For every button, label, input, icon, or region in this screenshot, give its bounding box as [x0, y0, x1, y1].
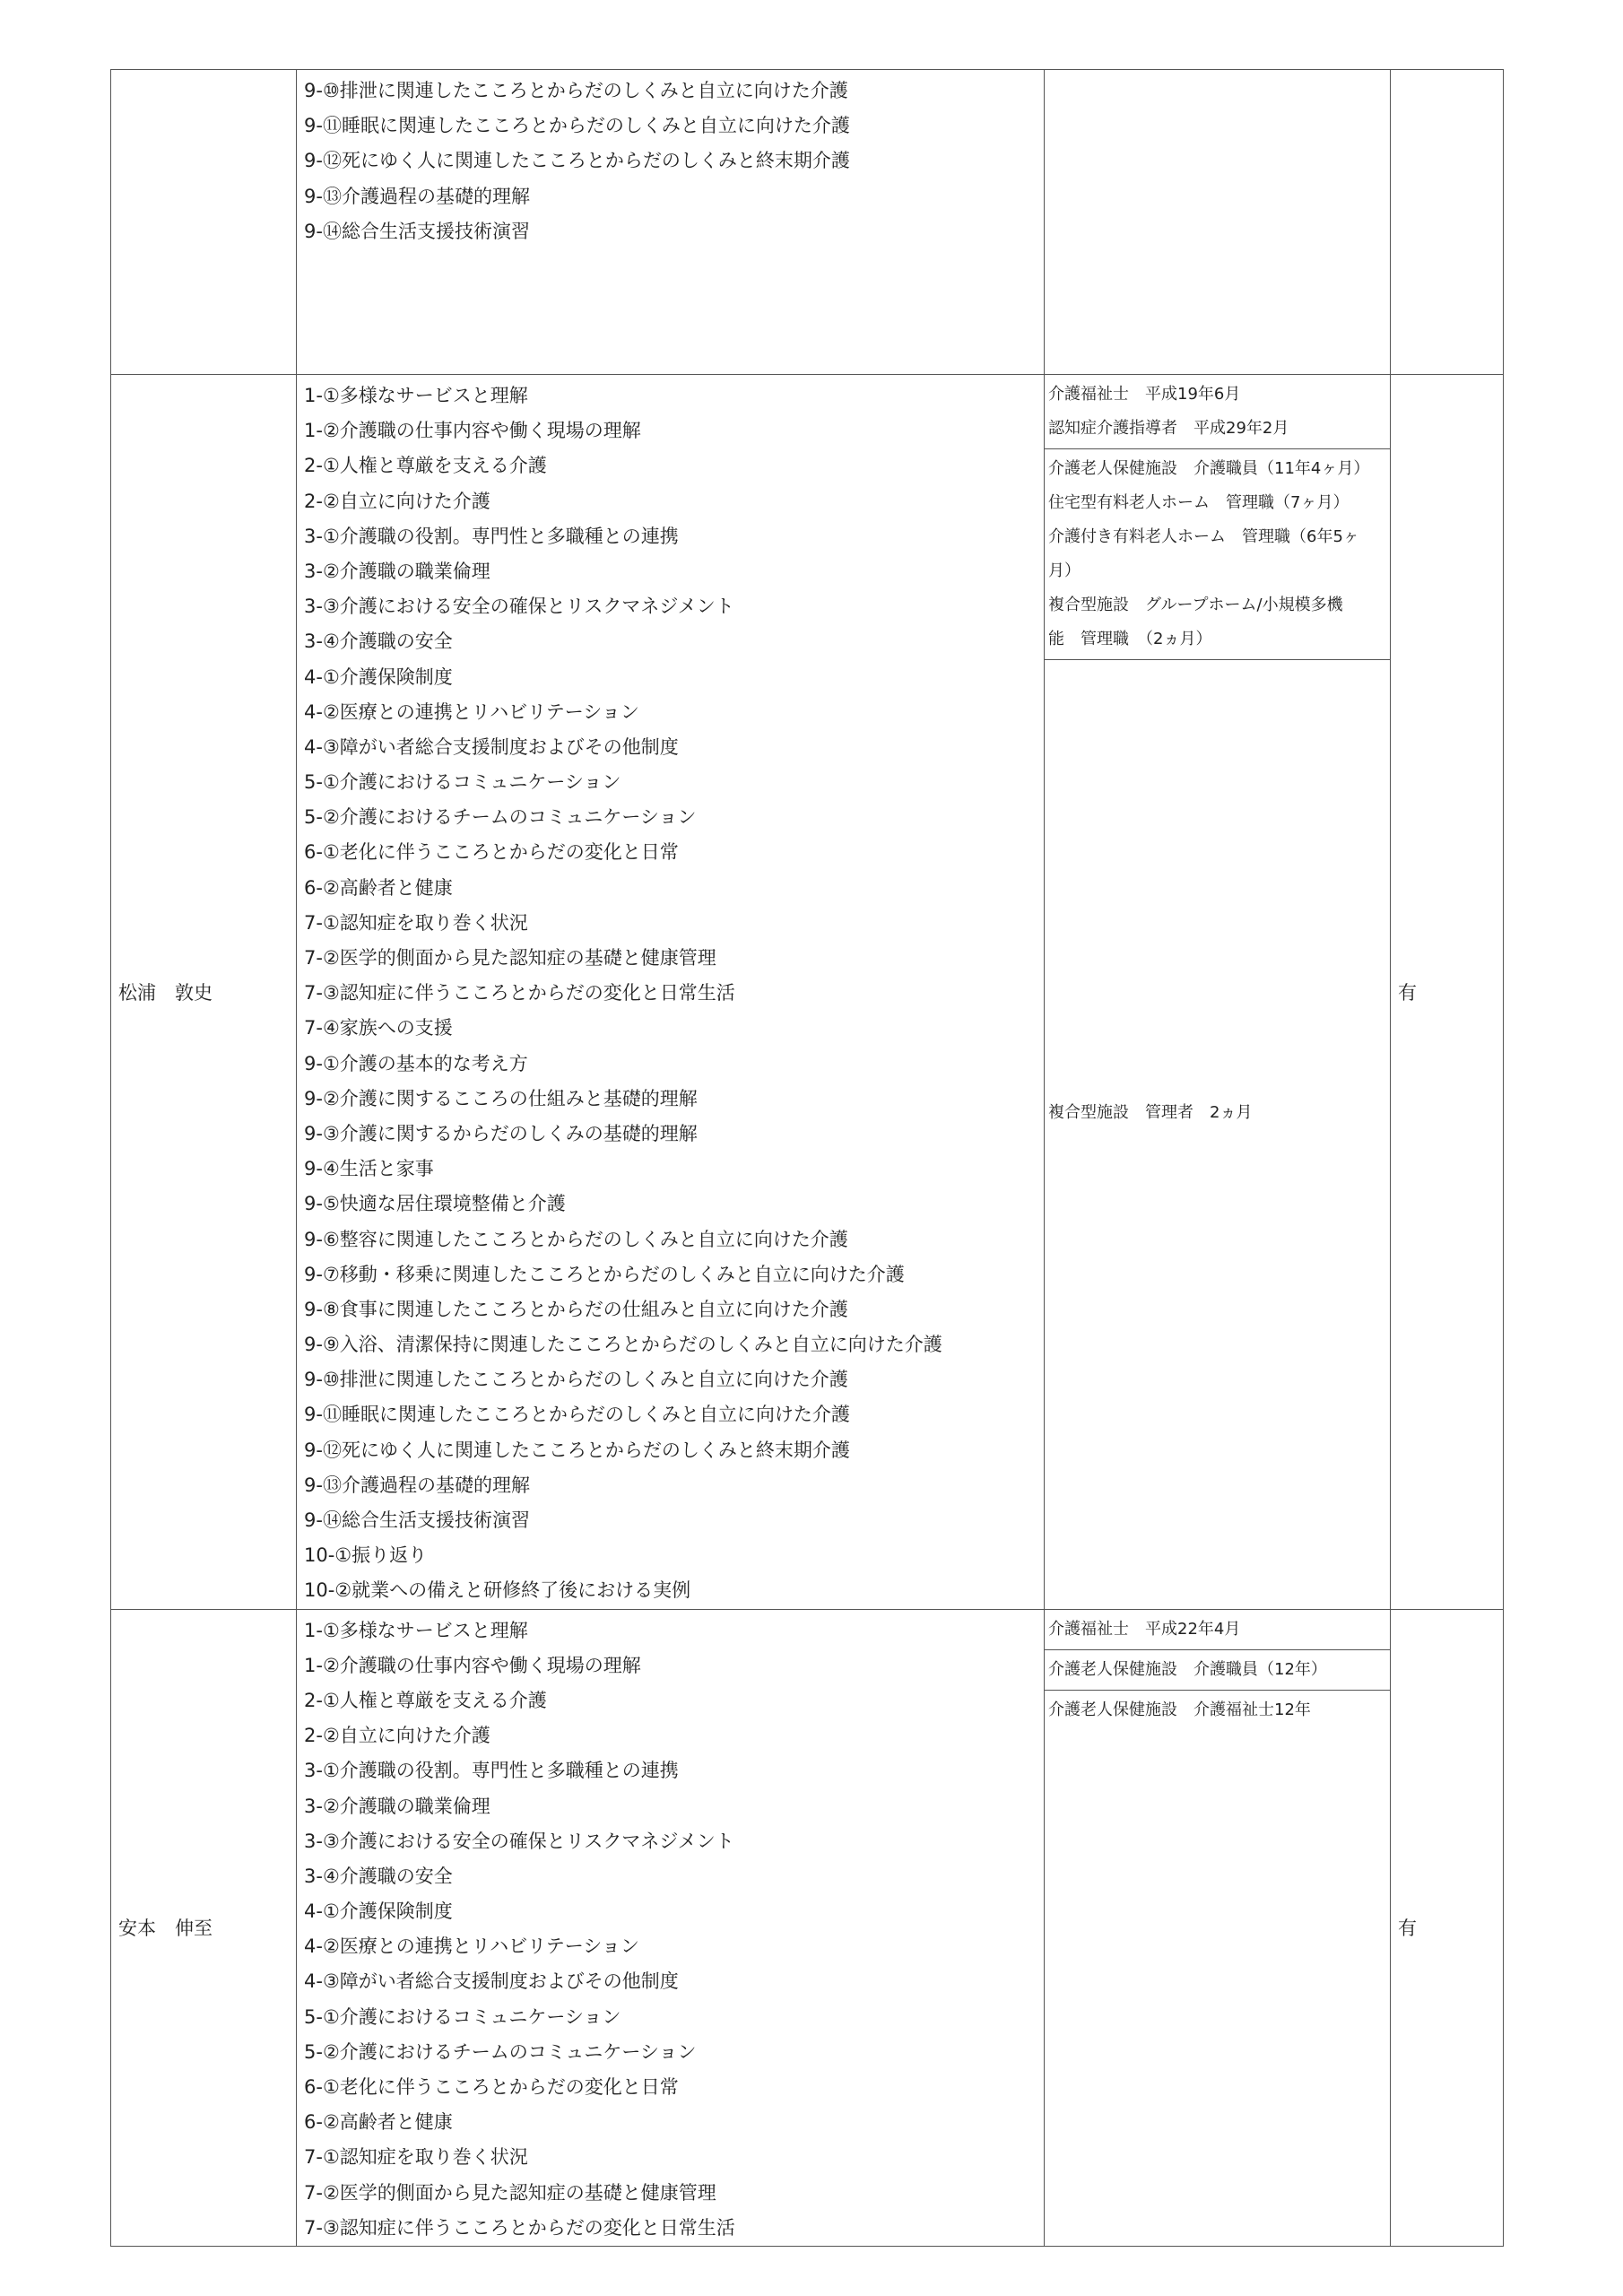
list-item: 1-①多様なサービスと理解	[304, 385, 528, 406]
experience-box	[1045, 1650, 1390, 1691]
flag-cell	[1391, 1609, 1504, 2246]
list-item: 4-③障がい者総合支援制度およびその他制度	[304, 735, 679, 758]
flag-cell	[1391, 70, 1504, 375]
position-note: 複合型施設 管理者 2ヵ月	[1048, 1103, 1253, 1122]
list-item: 4-②医療との連携とリハビリテーション	[304, 700, 639, 723]
list-item: 7-①認知症を取り巻く状況	[304, 2146, 528, 2169]
list-item: 9-⑩排泄に関連したこころとからだのしくみと自立に向けた介護	[304, 1369, 848, 1391]
experience-line: 住宅型有料老人ホーム 管理職（7ヶ月）	[1048, 493, 1350, 512]
list-item: 3-③介護における安全の確保とリスクマネジメント	[304, 596, 734, 618]
list-item: 9-①介護の基本的な考え方	[304, 1052, 528, 1074]
list-item: 3-④介護職の安全	[304, 631, 453, 653]
list-item: 9-⑬介護過程の基礎的理解	[304, 185, 530, 207]
list-item: 3-②介護職の職業倫理	[304, 560, 490, 582]
list-item: 7-②医学的側面から見た認知症の基礎と健康管理	[304, 2181, 716, 2204]
table-row	[111, 375, 1504, 1610]
list-item: 3-①介護職の役割。専門性と多職種との連携	[304, 525, 679, 547]
experience-line: 月）	[1048, 561, 1081, 580]
list-item: 3-④介護職の安全	[304, 1865, 453, 1887]
list-item: 7-②医学的側面から見た認知症の基礎と健康管理	[304, 947, 716, 969]
list-item: 2-①人権と尊厳を支える介護	[304, 1689, 547, 1711]
list-item: 2-①人権と尊厳を支える介護	[304, 455, 547, 477]
list-item: 9-⑩排泄に関連したこころとからだのしくみと自立に向けた介護	[304, 80, 848, 101]
list-item: 4-①介護保険制度	[304, 1900, 453, 1923]
instructor-table	[110, 69, 1504, 2247]
instructor-name: 安本 伸至	[118, 1918, 213, 1940]
qualification-cell	[1045, 375, 1391, 1610]
list-item: 9-⑦移動・移乗に関連したこころとからだのしくみと自立に向けた介護	[304, 1263, 905, 1285]
list-item: 9-③介護に関するからだのしくみの基礎的理解	[304, 1122, 698, 1144]
experience-line: 介護老人保健施設 介護職員（12年）	[1048, 1659, 1327, 1679]
flag-value: 有	[1398, 981, 1417, 1004]
list-item: 6-①老化に伴うこころとからだの変化と日常	[304, 2076, 679, 2098]
list-item: 1-①多様なサービスと理解	[304, 1619, 528, 1641]
subjects-cell	[297, 1609, 1045, 2246]
list-item: 3-②介護職の職業倫理	[304, 1795, 490, 1817]
flag-cell	[1391, 375, 1504, 1610]
subject-list	[297, 1610, 1044, 2246]
list-item: 10-①振り返り	[304, 1544, 428, 1567]
experience-line: 複合型施設 グループホーム/小規模多機	[1048, 596, 1343, 614]
list-item: 9-⑫死にゆく人に関連したこころとからだのしくみと終末期介護	[304, 150, 850, 172]
list-item: 9-④生活と家事	[304, 1158, 434, 1180]
list-item: 7-③認知症に伴うこころとからだの変化と日常生活	[304, 982, 735, 1004]
list-item: 9-⑨入浴、清潔保持に関連したこころとからだのしくみと自立に向けた介護	[304, 1334, 942, 1356]
list-item: 7-④家族への支援	[304, 1017, 453, 1039]
subject-list	[297, 70, 1044, 249]
list-item: 9-⑭総合生活支援技術演習	[304, 1509, 530, 1531]
list-item: 1-②介護職の仕事内容や働く現場の理解	[304, 1654, 641, 1676]
list-item: 3-③介護における安全の確保とリスクマネジメント	[304, 1830, 734, 1852]
list-item: 9-⑪睡眠に関連したこころとからだのしくみと自立に向けた介護	[304, 1404, 850, 1426]
list-item: 7-①認知症を取り巻く状況	[304, 911, 528, 934]
instructor-name-cell	[111, 1609, 297, 2246]
instructor-name-cell	[111, 70, 297, 375]
experience-line: 介護老人保健施設 介護職員（11年4ヶ月）	[1048, 459, 1370, 478]
list-item: 9-⑤快適な居住環境整備と介護	[304, 1193, 566, 1215]
list-item: 3-①介護職の役割。専門性と多職種との連携	[304, 1760, 679, 1782]
qualification-cell	[1045, 1609, 1391, 2246]
flag-value: 有	[1398, 1918, 1417, 1940]
qualification-line: 認知症介護指導者 平成29年2月	[1048, 419, 1289, 438]
qualification-box	[1045, 375, 1390, 449]
experience-line: 能 管理職 （2ヵ月）	[1048, 630, 1212, 648]
list-item: 9-⑪睡眠に関連したこころとからだのしくみと自立に向けた介護	[304, 115, 850, 137]
list-item: 5-②介護におけるチームのコミュニケーション	[304, 2040, 697, 2063]
list-item: 4-①介護保険制度	[304, 665, 453, 688]
instructor-name-cell	[111, 375, 297, 1610]
list-item: 9-⑧食事に関連したこころとからだの仕組みと自立に向けた介護	[304, 1298, 848, 1320]
list-item: 9-⑭総合生活支援技術演習	[304, 220, 530, 242]
list-item: 9-⑥整容に関連したこころとからだのしくみと自立に向けた介護	[304, 1228, 848, 1250]
list-item: 7-③認知症に伴うこころとからだの変化と日常生活	[304, 2216, 735, 2239]
note-box	[1045, 1691, 1390, 1730]
list-item: 9-②介護に関するこころの仕組みと基礎的理解	[304, 1087, 698, 1109]
list-item: 10-②就業への備えと研修終了後における実例	[304, 1579, 691, 1602]
list-item: 9-⑫死にゆく人に関連したこころとからだのしくみと終末期介護	[304, 1439, 850, 1461]
list-item: 5-①介護におけるコミュニケーション	[304, 771, 621, 794]
list-item: 5-②介護におけるチームのコミュニケーション	[304, 806, 697, 829]
list-item: 6-②高齢者と健康	[304, 2111, 453, 2134]
qualification-cell	[1045, 70, 1391, 375]
list-item: 4-③障がい者総合支援制度およびその他制度	[304, 1970, 679, 1993]
list-item: 1-②介護職の仕事内容や働く現場の理解	[304, 420, 641, 442]
list-item: 6-②高齢者と健康	[304, 876, 453, 899]
subjects-cell	[297, 70, 1045, 375]
qualification-line: 介護福祉士 平成22年4月	[1048, 1619, 1241, 1639]
table-row	[111, 1609, 1504, 2246]
experience-line: 介護付き有料老人ホーム 管理職（6年5ヶ	[1048, 527, 1359, 546]
experience-box	[1045, 449, 1390, 660]
table-row	[111, 70, 1504, 375]
list-item: 4-②医療との連携とリハビリテーション	[304, 1935, 639, 1958]
position-note: 介護老人保健施設 介護福祉士12年	[1048, 1700, 1311, 1719]
list-item: 6-①老化に伴うこころとからだの変化と日常	[304, 841, 679, 864]
subjects-cell	[297, 375, 1045, 1610]
list-item: 2-②自立に向けた介護	[304, 1725, 490, 1747]
qualification-box	[1045, 1610, 1390, 1650]
list-item: 2-②自立に向けた介護	[304, 490, 490, 512]
list-item: 9-⑬介護過程の基礎的理解	[304, 1474, 530, 1496]
subject-list	[297, 375, 1044, 1609]
instructor-name: 松浦 敦史	[118, 981, 213, 1004]
qualification-line: 介護福祉士 平成19年6月	[1048, 385, 1241, 404]
list-item: 5-①介護におけるコミュニケーション	[304, 2005, 621, 2028]
